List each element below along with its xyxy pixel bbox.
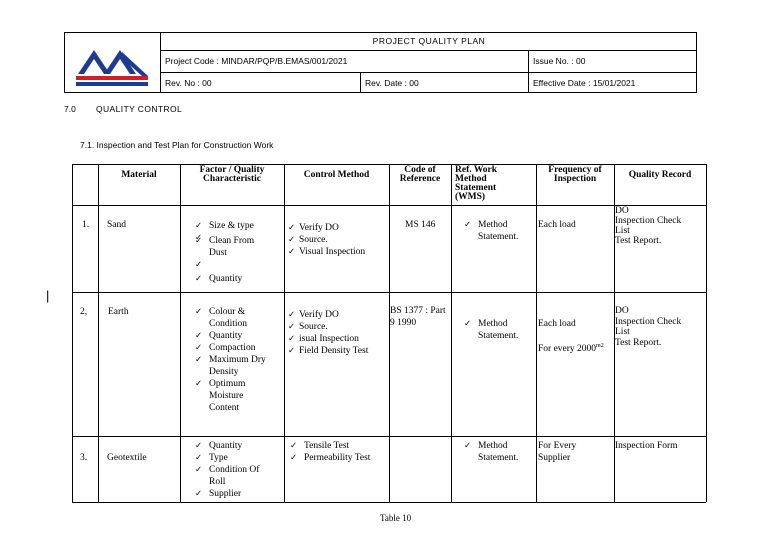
row-number: 1. (82, 220, 90, 230)
record-item: DO (615, 306, 629, 316)
inspection-frequency-secondary (538, 340, 604, 355)
code-of-reference: MS 146 (405, 220, 436, 230)
record-item: Test Report. (615, 338, 662, 348)
factor-item: ✓ Type (193, 452, 279, 464)
revision-date: Rev. Date : 00 (365, 78, 419, 88)
factor-item: ✓ Compaction (193, 342, 279, 354)
wms-list (462, 318, 532, 342)
column-header-record: Quality Record (628, 170, 692, 180)
section-title: QUALITY CONTROL (96, 104, 183, 114)
record-item: Inspection Check List (615, 317, 682, 337)
section-subtitle: 7.1. Inspection and Test Plan for Construction Work (80, 140, 274, 150)
table-caption: Table 10 (380, 513, 412, 523)
record-item: DO (615, 206, 629, 216)
table-border (180, 164, 181, 502)
material-name: Sand (107, 220, 126, 230)
control-item: ✓ isual Inspection (288, 333, 386, 345)
factor-item: ✓ Maximum Dry Density (193, 354, 271, 378)
inspection-frequency: Each load (538, 319, 576, 329)
project-code: Project Code : MINDAR/PQP/B.EMAS/001/2021 (165, 56, 348, 66)
column-header-control: Control Method (303, 170, 370, 180)
table-border (98, 164, 99, 502)
record-item: Inspection Check List (615, 216, 682, 236)
wms-list (462, 219, 532, 243)
column-header-frequency: Frequency of Inspection (548, 165, 602, 184)
wms-item: ✓ Method Statement. (462, 318, 528, 342)
frequency-unit: m2 (596, 343, 604, 349)
control-item: ✓ Verify DO (288, 222, 386, 234)
quality-record (615, 206, 705, 246)
logo-icon (64, 32, 160, 92)
column-header-code: Code of Reference (399, 165, 441, 184)
table-border (536, 164, 537, 502)
record-item: Inspection Form (615, 441, 678, 451)
frequency-text: For every 2000 (538, 344, 597, 355)
table-border (706, 164, 707, 502)
control-item: ✓ Source. (288, 234, 386, 246)
inspection-frequency: For Every Supplier (538, 441, 577, 463)
column-header-material: Material (121, 170, 157, 180)
document-title: PROJECT QUALITY PLAN (372, 36, 486, 46)
table-border (284, 164, 285, 502)
factor-item: ✓ Supplier (193, 488, 279, 500)
factor-item: ✓ Clean From Dust (193, 235, 263, 259)
record-item: Test Report. (615, 236, 662, 246)
material-name: Earth (108, 307, 129, 317)
control-item: ✓ Tensile Test (288, 440, 386, 452)
factor-item: ✓ Size & type (193, 220, 279, 232)
header-divider (528, 50, 529, 72)
factor-item: ✓ Quantity (193, 330, 279, 342)
factor-list (193, 220, 279, 285)
control-item: ✓ Visual Inspection (288, 246, 386, 258)
factor-item: ✓ Quantity (193, 440, 279, 452)
control-list (288, 440, 386, 464)
text-cursor: | (46, 288, 50, 303)
wms-item: ✓ Method Statement. (462, 440, 528, 464)
material-name: Geotextile (107, 453, 147, 463)
control-list (288, 222, 386, 258)
header-divider (161, 72, 697, 73)
code-of-reference: BS 1377 : Part 9 1990 (390, 306, 446, 328)
factor-item: ✓ Quantity (193, 273, 279, 285)
quality-record (615, 305, 705, 349)
inspection-frequency: Each load (538, 220, 576, 230)
effective-date: Effective Date : 15/01/2021 (533, 78, 636, 88)
control-item: ✓ Permeability Test (288, 452, 386, 464)
control-item: ✓ Field Density Test (288, 345, 386, 357)
wms-list (462, 440, 532, 464)
control-item: ✓ Source. (288, 321, 386, 333)
factor-item: ✓ Condition Of Roll (193, 464, 277, 488)
list-spacer (193, 259, 279, 273)
section-number: 7.0 (64, 104, 76, 114)
table-border (389, 164, 390, 502)
row-number: 3. (80, 453, 88, 463)
factor-list (193, 440, 279, 500)
wms-item: ✓ Method Statement. (462, 219, 528, 243)
company-logo (64, 32, 161, 93)
quality-record (615, 440, 705, 452)
column-header-factor: Factor / Quality Characteristic (199, 165, 265, 184)
factor-item: ✓ Colour & Condition (193, 306, 264, 330)
issue-number: Issue No. : 00 (533, 56, 586, 66)
header-divider (528, 72, 529, 93)
table-border (451, 164, 452, 502)
table-border (72, 164, 73, 502)
revision-number: Rev. No : 00 (165, 78, 212, 88)
factor-item: ✓ Optimum Moisture Content (193, 378, 261, 414)
factor-list (193, 306, 279, 414)
header-divider (360, 72, 361, 93)
control-item: ✓ Verify DO (288, 309, 386, 321)
column-header-wms: Ref. Work Method Statement (WMS) (455, 165, 498, 202)
row-number: 2, (80, 307, 88, 317)
table-border (72, 502, 706, 503)
header-divider (161, 50, 697, 51)
control-list (288, 309, 386, 357)
